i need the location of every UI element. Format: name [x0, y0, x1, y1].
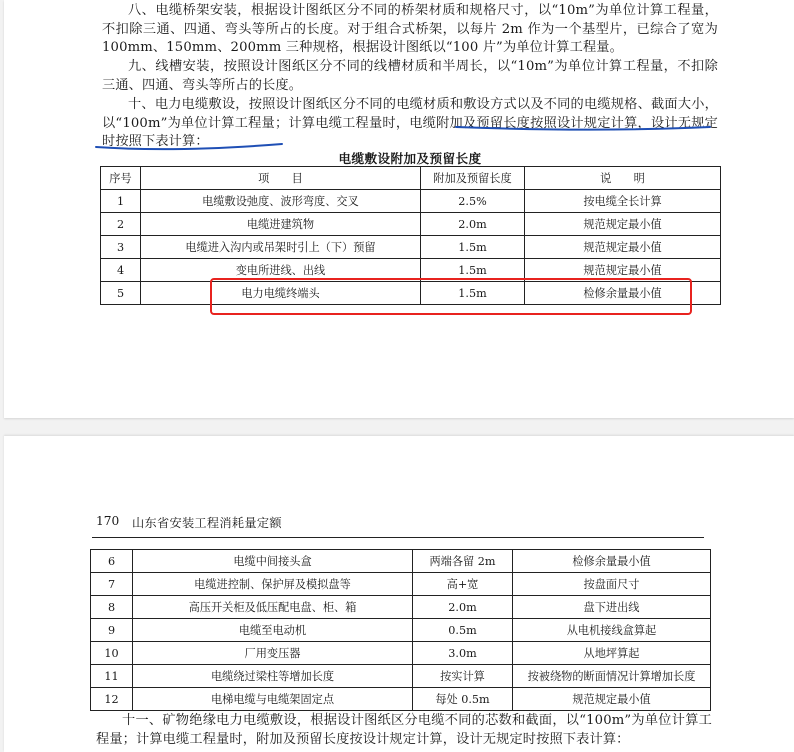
table-row	[101, 236, 721, 259]
cell-note: 按电缆全长计算	[525, 190, 721, 213]
cell-length: 2.5%	[421, 190, 525, 213]
highlight-box-terminal-row	[210, 278, 692, 315]
cell-index: 1	[101, 190, 141, 213]
paragraph-power-cable	[102, 96, 718, 152]
cell-note: 检修余量最小值	[525, 282, 721, 305]
cell-item: 电梯电缆与电缆架固定点	[133, 688, 413, 711]
cell-length: 0.5m	[413, 619, 513, 642]
table-row	[91, 688, 711, 711]
table-row	[101, 190, 721, 213]
cell-length: 3.0m	[413, 642, 513, 665]
table-row	[91, 642, 711, 665]
table-row	[91, 596, 711, 619]
cell-note: 按盘面尺寸	[513, 573, 711, 596]
paragraph-power-cable-text: 十、电力电缆敷设，按照设计图纸区分不同的电缆材质和敷设方式以及不同的电缆规格、截面大小，以“100m”为单位计算工程量；计算电缆工程量时，	[102, 97, 718, 131]
cell-index: 10	[91, 642, 133, 665]
table-row	[91, 550, 711, 573]
cell-index: 5	[101, 282, 141, 305]
paragraph-cable-tray: 八、电缆桥架安装，根据设计图纸区分不同的桥架材质和规格尺寸，以“10m”为单位计算工程量，不扣除三通、四通、弯头等所占的长度。对于组合式桥架，以每片 2m 作为一个基型片，已综合了宽为 100mm、150mm、200mm 三种规格，根据设计图纸以“100 片”为单位计算工程量。	[102, 3, 718, 56]
cell-index: 7	[91, 573, 133, 596]
header-rule	[92, 537, 704, 538]
table-row	[101, 213, 721, 236]
cell-length: 2.0m	[421, 213, 525, 236]
cell-note: 规范规定最小值	[525, 213, 721, 236]
cell-item: 电缆中间接头盒	[133, 550, 413, 573]
cell-note: 检修余量最小值	[513, 550, 711, 573]
cell-note: 规范规定最小值	[513, 688, 711, 711]
cell-item: 电缆至电动机	[133, 619, 413, 642]
cell-index: 6	[91, 550, 133, 573]
table-row	[91, 619, 711, 642]
cell-index: 9	[91, 619, 133, 642]
cell-length: 1.5m	[421, 282, 525, 305]
table-title: 电缆敷设附加及预留长度	[338, 151, 482, 166]
cell-item: 电缆进建筑物	[141, 213, 421, 236]
cell-index: 3	[101, 236, 141, 259]
cell-item: 电缆进控制、保护屏及模拟盘等	[133, 573, 413, 596]
cell-item: 高压开关柜及低压配电盘、柜、箱	[133, 596, 413, 619]
document-page-2	[4, 436, 794, 752]
cell-item: 电力电缆终端头	[141, 282, 421, 305]
cell-length: 2.0m	[413, 596, 513, 619]
cell-note: 按被绕物的断面情况计算增加长度	[513, 665, 711, 688]
cell-index: 2	[101, 213, 141, 236]
cell-length: 按实计算	[413, 665, 513, 688]
document-page-1	[4, 0, 794, 418]
cell-index: 8	[91, 596, 133, 619]
cell-length: 1.5m	[421, 236, 525, 259]
page-number: 170	[96, 514, 120, 528]
paragraph-mineral-cable: 十一、矿物绝缘电力电缆敷设，根据设计图纸区分电缆不同的芯数和截面，以“100m”为单位计算工程量；计算电缆工程量时，附加及预留长度按设计规定计算，设计无规定时按照下表计算：	[96, 713, 712, 747]
cable-allowance-table-continued	[90, 549, 711, 711]
cell-note: 盘下进出线	[513, 596, 711, 619]
table-row	[91, 573, 711, 596]
cell-item: 厂用变压器	[133, 642, 413, 665]
cell-item: 电缆绕过梁柱等增加长度	[133, 665, 413, 688]
cell-note: 规范规定最小值	[525, 236, 721, 259]
cell-index: 12	[91, 688, 133, 711]
running-header: 山东省安装工程消耗量定额	[132, 516, 282, 530]
header-length: 附加及预留长度	[421, 167, 525, 190]
header-note: 说 明	[525, 167, 721, 190]
table-header-row	[101, 167, 721, 190]
cell-length: 高+宽	[413, 573, 513, 596]
cell-index: 4	[101, 259, 141, 282]
cell-length: 两端各留 2m	[413, 550, 513, 573]
cell-item: 电缆敷设弛度、波形弯度、交叉	[141, 190, 421, 213]
header-index: 序号	[101, 167, 141, 190]
header-item: 项 目	[141, 167, 421, 190]
cell-note: 从电机接线盒算起	[513, 619, 711, 642]
cell-index: 11	[91, 665, 133, 688]
underlined-annotation-text: 电缆附加及预留长度按照设计规定计算，设计无规定时按照下表计算：	[102, 115, 718, 150]
cell-length: 1.5m	[421, 259, 525, 282]
cell-item: 变电所进线、出线	[141, 259, 421, 282]
table-row	[91, 665, 711, 688]
paragraph-wire-trough: 九、线槽安装，按照设计图纸区分不同的线槽材质和半周长，以“10m”为单位计算工程量，不扣除三通、四通、弯头等所占的长度。	[102, 59, 718, 93]
cell-note: 规范规定最小值	[525, 259, 721, 282]
cell-length: 每处 0.5m	[413, 688, 513, 711]
cell-note: 从地坪算起	[513, 642, 711, 665]
cell-item: 电缆进入沟内或吊架时引上（下）预留	[141, 236, 421, 259]
